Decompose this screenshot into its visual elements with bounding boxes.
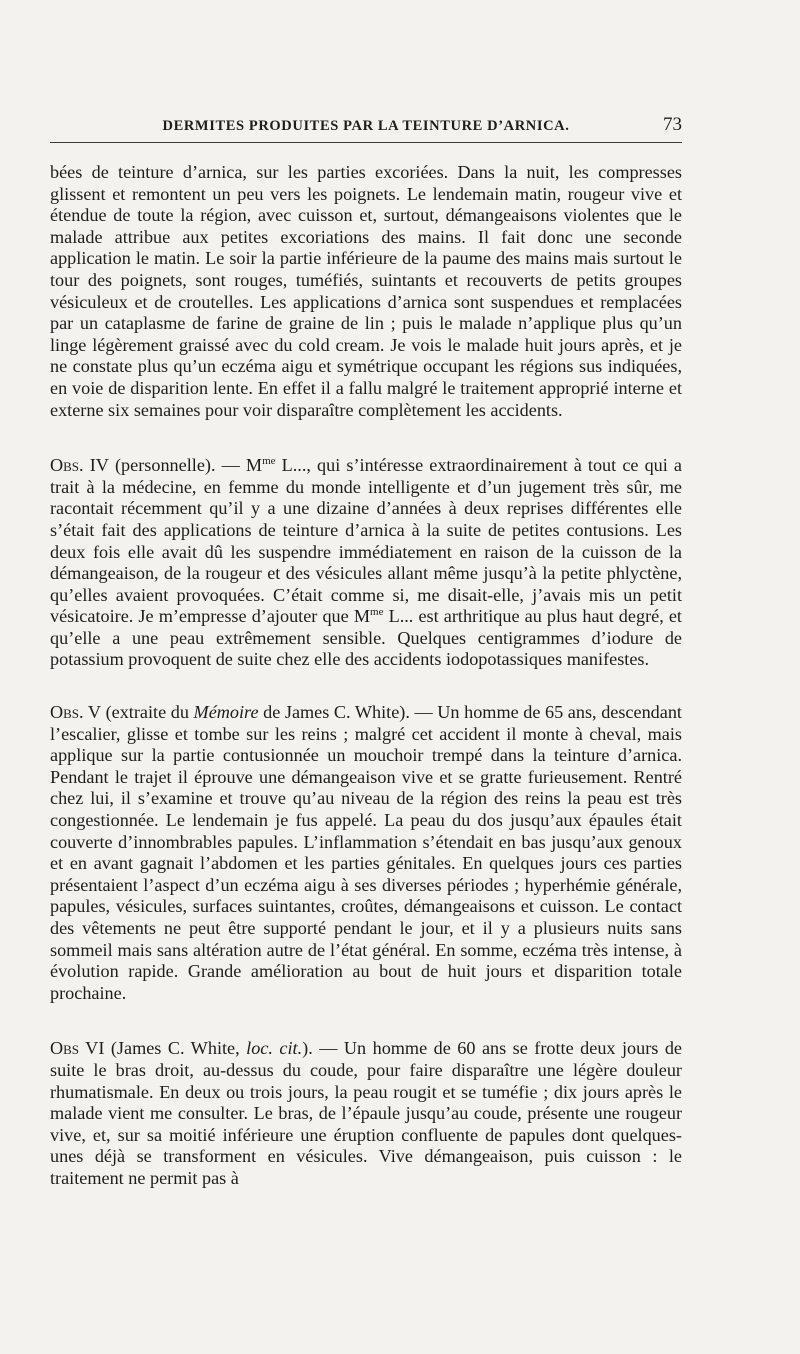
italic-text: Mémoire [193,702,259,723]
paragraph-text: ). — Un homme de 60 ans se frotte deux jours de suite le bras droit, au-dessus du coude, pour faire disparaître une légère douleur rhumatismale. En deux ou trois jours, la peau rougit et se tuméfie ; dix jours après le malade vient me consulter. Le bras, de l’épaule jusqu’au coude, présente une rougeur vive, et, sur sa moitié inférieure une éruption confluente de papules dont quelques-unes déjà se transforment en vésicules. Vive démangeaison, puis cuisson : le traitement ne permit pas à [50,1038,683,1188]
observation-label: Obs. IV [50,455,109,476]
paragraph-continuation [50,162,682,421]
paragraph-text: L..., qui s’intéresse extraordinairement à tout ce qui a trait à la médecine, en femme du monde intelligente et d’un jugement très sûr, me racontait récemment qu’il y a une dizaine d’années à deux reprises différentes elle s’était fait des applications de teinture d’arnica à la suite de petites contusions. Les deux fois elle avait dû les suspendre immédiatement en raison de la cuisson de la démangeaison, de la rougeur et des vésicules allant même jusqu’à la petite phlyctène, qu’elles avaient provoquées. C’était comme si, me disait-elle, j’avais mis un petit vésicatoire. Je m’empresse d’ajouter que M [50,455,682,627]
superscript: me [262,455,276,468]
superscript: me [370,606,384,619]
body-text [50,162,682,1190]
observation-label: Obs. V [50,702,101,723]
paragraph-obs-v [50,702,682,1004]
paragraph-text: (James C. White, [104,1038,247,1059]
running-header [50,112,682,143]
paragraph-obs-vi [50,1038,682,1189]
paragraph-text: de James C. White). — Un homme de 65 ans, descendant l’escalier, glisse et tombe sur les reins ; malgré cet accident il monte à cheval, mais applique sur la partie contusionnée un mouchoir trempé dans la teinture d’arnica. Pendant le trajet il éprouve une démangeaison vive et se gratte furieusement. Rentré chez lui, il s’examine et trouve qu’au niveau de la région des reins la peau est très congestionnée. Le lendemain je fus appelé. La peau du dos jusqu’aux épaules était couverte d’innombrables papules. L’inflammation s’étendait en bas jusqu’aux genoux et en avant gagnait l’abdomen et les parties génitales. En quelques jours ces parties présentaient l’aspect d’un eczéma aigu à ses diverses périodes ; hyperhémie générale, papules, vésicules, surfaces suintantes, croûtes, démangeaisons et cuisson. Le contact des vêtements ne peut être supporté pendant le jour, et il y a plusieurs nuits sans sommeil mais sans altération autre de l’état général. En somme, eczéma très intense, à évolution rapide. Grande amélioration au bout de huit jours et disparition totale prochaine. [50,702,682,1003]
page-number: 73 [663,114,682,135]
paragraph-obs-iv [50,455,682,671]
paragraph-text: (extraite du [100,702,194,723]
paragraph-text: (personnelle). — M [108,455,263,476]
running-title: DERMITES PRODUITES PAR LA TEINTURE D’ARNICA. [162,118,570,134]
paragraph-text: L... est arthritique au plus haut degré, et qu’elle a une peau extrêmement sensible. Quelques centigrammes d’iodure de potassium provoquent de suite chez elle des accidents iodopotassiques manifestes. [50,606,682,670]
observation-label: Obs VI [50,1038,105,1059]
italic-text: loc. cit. [246,1038,303,1059]
paragraph-text: bées de teinture d’arnica, sur les parties excoriées. Dans la nuit, les compresses glissent et remontent un peu vers les poignets. Le lendemain matin, rougeur vive et étendue de toute la région, avec cuisson et, surtout, démangeaisons violentes que le malade attribue aux petites excoriations des mains. Il fait donc une seconde application le matin. Le soir la partie inférieure de la paume des mains mais surtout le tour des poignets, sont rouges, tuméfiés, suintants et recouverts de petits groupes vésiculeux et de croutelles. Les applications d’arnica sont suspendues et remplacées par un cataplasme de farine de graine de lin ; puis le malade n’applique plus qu’un linge légèrement graissé avec du cold cream. Je vois le malade huit jours après, et je ne constate plus qu’un eczéma aigu et symétrique occupant les régions sus indiquées, en voie de disparition lente. En effet il a fallu malgré le traitement approprié interne et externe six semaines pour voir disparaître complètement les accidents. [50,162,682,420]
